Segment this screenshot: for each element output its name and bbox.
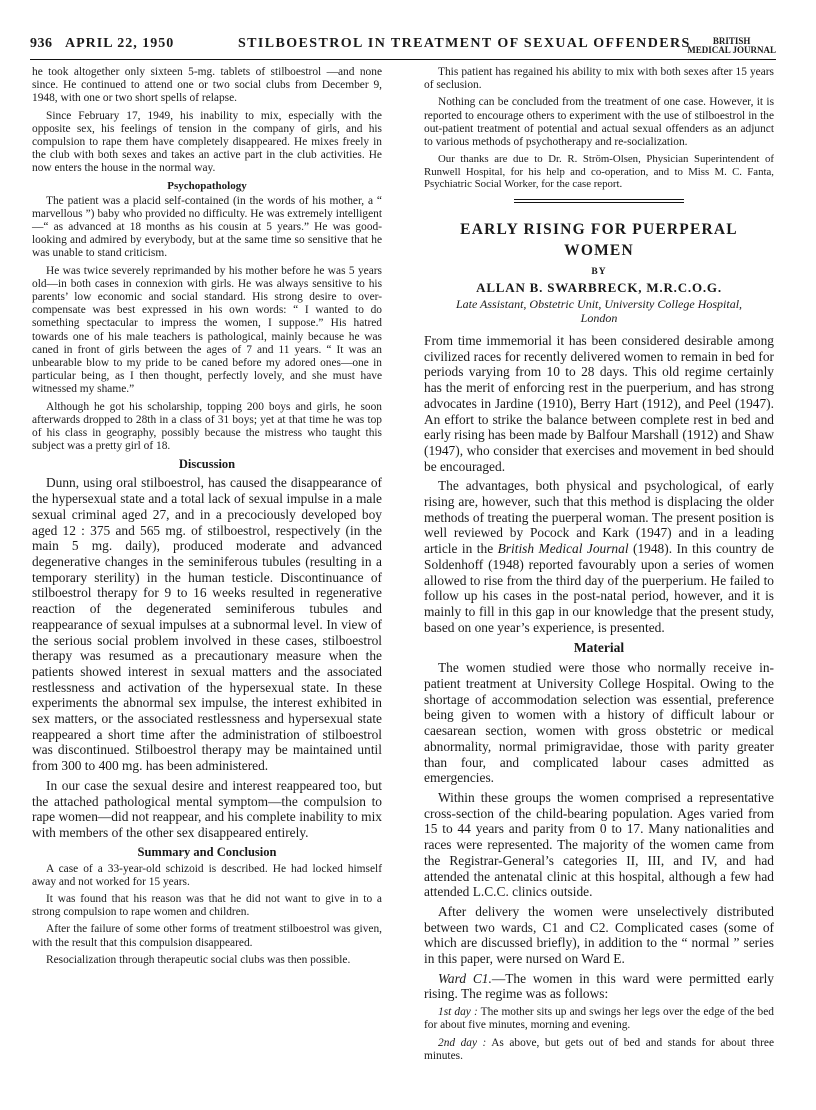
author-affiliation <box>424 297 774 325</box>
paragraph: This patient has regained his ability to mix with both sexes after 15 years of seclusion. <box>424 66 774 92</box>
section-heading-discussion: Discussion <box>178 457 236 472</box>
paragraph: After delivery the women were unselectively distributed between two wards, C1 and C2. Complicated cases (some of which are discussed briefly), in addition to the “ normal ” series in this paper, were nursed on Ward E. <box>424 903 774 967</box>
acknowledgement: Our thanks are due to Dr. R. Ström-Olsen, Physician Superintendent of Runwell Hospital, for his help and co-operation, and to Miss M. C. Fanta, Psychiatric Social Worker, for the case report. <box>424 153 774 191</box>
section-heading-psychopathology: Psychopathology <box>167 179 247 192</box>
affiliation-line1: Late Assistant, Obstetric Unit, University College Hospital, <box>455 297 743 311</box>
paragraph: Nothing can be concluded from the treatment of one case. However, it is reported to encourage others to experiment with the use of stilboestrol in the out-patient treatment of potential and actual sexual offenders as an adjunct to various methods of psychotherapy and re-socialization. <box>424 96 774 149</box>
paragraph <box>424 1006 774 1032</box>
section-heading-summary: Summary and Conclusion <box>137 844 277 859</box>
paragraph: From time immemorial it has been considered desirable among civilized races for recently delivered women to remain in bed for periods varying from 10 to 28 days. This old regime certainly has the merit of enforcing rest in the puerperium, and has strong advocates in Jardine (1910), Berry Hart (1912), and Peel (1947). An effort to strike the balance between complete rest in bed and early rising has been made by Balfour Marshall (1912) and Shaw (1947), who consider that exercises and movement in bed should be encouraged. <box>424 333 774 474</box>
issue-date: APRIL 22, 1950 <box>65 36 175 51</box>
journal-name-line1: BRITISH <box>712 36 751 46</box>
paragraph: The women studied were those who normally receive in-patient treatment at University College Hospital. Owing to the shortage of accommodation selection was essential, preference being given to women with a history of difficult labour or caesarean section, women with gross obstetric or medical abnormality, normal primigravidae, those with parity greater than four, and complicated labour cases admitted as emergencies. <box>424 660 774 786</box>
journal-citation: British Medical Journal <box>497 541 629 557</box>
paragraph: Dunn, using oral stilboestrol, has caused the disappearance of the hypersexual state and a total lack of sexual impulse in a male sexual criminal aged 27, and in a precociously developed boy aged 12 : 375 and 565 mg. of stilboestrol, respectively (in the main 5 mg. daily), produced moderate and advanced degenerative changes in the seminiferous tubules (resulting in a temporary sterility) in the human testicle. Discontinuance of stilboestrol therapy for 9 to 16 weeks resulted in regenerative reaction of the degenerated seminiferous tubules and reappearance of sexual impulses at a subnormal level. In view of the serious social problem involved in these cases, stilboestrol therapy was resumed as a precautionary measure when the patients showed interest in sexual matters and the associated restlessness and activation of the hypersexual state. In these experiments the abnormal sex impulse, the interest exhibited in sex matters, or the associated restlessness and hypersexual state reappeared a short time after the administration of stilboestrol was discontinued. Stilboestrol therapy may be maintained until from 300 to 400 mg. has been administered. <box>32 475 382 774</box>
paragraph: He was twice severely reprimanded by his mother before he was 5 years old—in both cases in connexion with girls. He was always sensitive to his parents’ low economic and social standard. His strong desire to over-compensate was best expressed in his own words: “ I wanted to do something spectacular to impress the women, I suppose.” His hatred towards one of his male teachers is pathological, mainly because he was caned in front of girls between the ages of 7 and 11 years. “ It was an unbearable blow to my pride to be caned before my adored ones—one in particular being, as I then thought, perfectly lovely, and she must have witnessed my shame.” <box>32 264 382 396</box>
paragraph <box>424 1037 774 1063</box>
paragraph: The patient was a placid self-contained (in the words of his mother, a “ marvellous ”) baby who provided no difficulty. He was extremely intelligent—“ as advanced at 18 months as his cousin at 5 years.” He was good-looking and admired by everybody, but at the same time so sensitive that he was unable to stand criticism. <box>32 194 382 260</box>
day-label: 2nd day : <box>438 1036 487 1049</box>
paragraph <box>424 971 774 1002</box>
journal-name <box>687 37 776 55</box>
paragraph: A case of a 33-year-old schizoid is described. He had locked himself away and not worked for 15 years. <box>32 862 382 888</box>
section-heading-material: Material <box>573 640 625 656</box>
running-title: STILBOESTROL IN TREATMENT OF SEXUAL OFFENDERS <box>238 36 691 51</box>
text-run: —The women in this ward were permitted early rising. The regime was as follows: <box>424 970 775 1002</box>
day-label: 1st day : <box>438 1006 478 1019</box>
paragraph: he took altogether only sixteen 5-mg. tablets of stilboestrol —and none since. He continued to attend one or two social clubs from December 9, 1948, with one or two short spells of relapse. <box>32 66 382 105</box>
article-title-line1: EARLY RISING FOR PUERPERAL <box>460 221 738 238</box>
running-header <box>30 36 776 60</box>
page-number: 936 <box>30 36 53 51</box>
text-run: The mother sits up and swings her legs over the edge of the bed for about five minutes, morning and evening. <box>424 1006 774 1032</box>
paragraph: In our case the sexual desire and interest reappeared too, but the attached pathological mental symptom—the compulsion to rape women—did not reappear, and his complete inability to mix with members of the other sex disappeared entirely. <box>32 777 382 840</box>
text-run: (1948). In this country de Soldenhoff (1948) reported favourably upon a series of women allowed to rise from the third day of the puerperium. He failed to follow up his cases in the post-natal period, however, and it is mainly to fill in this gap in our knowledge that the present study, based on one year’s experience, is presented. <box>424 541 774 635</box>
byline-by: BY <box>591 267 607 277</box>
article-title <box>424 219 774 261</box>
ward-label: Ward C1. <box>438 970 492 986</box>
paragraph: Although he got his scholarship, topping 200 boys and girls, he soon afterwards dropped to 28th in a class of 31 boys; yet at that time he was top of his class in geography, possibly because the mistress who taught this subject was a pretty girl of 18. <box>32 400 382 453</box>
paragraph: Resocialization through therapeutic social clubs was then possible. <box>46 953 351 966</box>
author-name: ALLAN B. SWARBRECK, M.R.C.O.G. <box>476 280 722 295</box>
section-divider <box>514 199 684 203</box>
paragraph: Since February 17, 1949, his inability to mix, especially with the opposite sex, his feelings of tension in the company of girls, and his compulsion to rape them have completely disappeared. He mixes freely in the club with both sexes and takes an active part in the club activities. He now enters the house in the normal way. <box>32 109 382 175</box>
right-column <box>424 66 774 1067</box>
text-run: The advantages, both physical and psychological, of early rising are, however, such that this method is displacing the older methods of treating the puerperal woman. The present position is well reviewed by Pocock and Kark (1947) and in a leading article in the <box>424 478 774 557</box>
paragraph: Within these groups the women comprised a representative cross-section of the child-bearing population. Ages varied from 15 to 44 years and parity from 0 to 17. Many nationalities and races were represented. The majority of the women came from the Registrar-General’s categories II, III, and IV, and had attended the antenatal clinic at this hospital, although a few had attended L.C.C. clinics outside. <box>424 789 774 900</box>
left-column <box>32 66 382 971</box>
affiliation-line2: London <box>580 311 618 325</box>
text-run: As above, but gets out of bed and stands for about three minutes. <box>424 1036 774 1062</box>
paragraph <box>424 478 774 635</box>
article-title-line2: WOMEN <box>564 242 634 259</box>
paragraph: It was found that his reason was that he did not want to give in to a strong compulsion to rape women and children. <box>32 893 382 919</box>
paragraph: After the failure of some other forms of treatment stilboestrol was given, with the result that this compulsion disappeared. <box>32 923 382 949</box>
journal-name-line2: MEDICAL JOURNAL <box>687 45 776 55</box>
